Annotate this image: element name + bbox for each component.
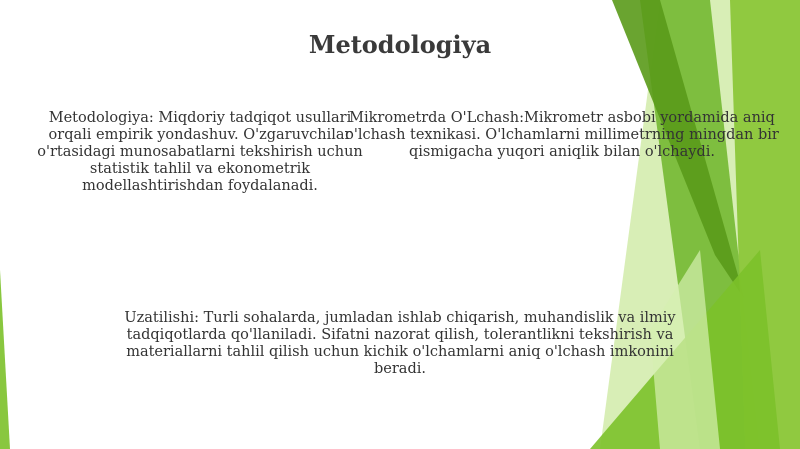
usage-text: Uzatilishi: Turli sohalarda, jumladan ishlab chiqarish, muhandislik va ilmiy tadqiqotlarda qo'llaniladi. Sifatni nazorat qilish, tolerantlikni tekshirish va materiallarni tahlil qilish uchun kichik o'lchamlarni aniq o'lchash imkonini beradi. [124,310,676,377]
left-green-sliver [0,270,10,449]
micrometer-text: Mikrometrda O'Lchash:Mikrometr asbobi yordamida aniq o'lchash texnikasi. O'lchamlarni millimetrning mingdan bir qismigacha yuqori aniqlik bilan o'lchaydi. [345,110,779,160]
slide-title: Metodologiya [308,30,492,59]
methodology-text: Metodologiya: Miqdoriy tadqiqot usullari orqali empirik yondashuv. O'zgaruvchilar o'rtasidagi munosabatlarni tekshirish uchun statistik tahlil va ekonometrik modellashtirishdan foydalanadi. [37,110,363,194]
